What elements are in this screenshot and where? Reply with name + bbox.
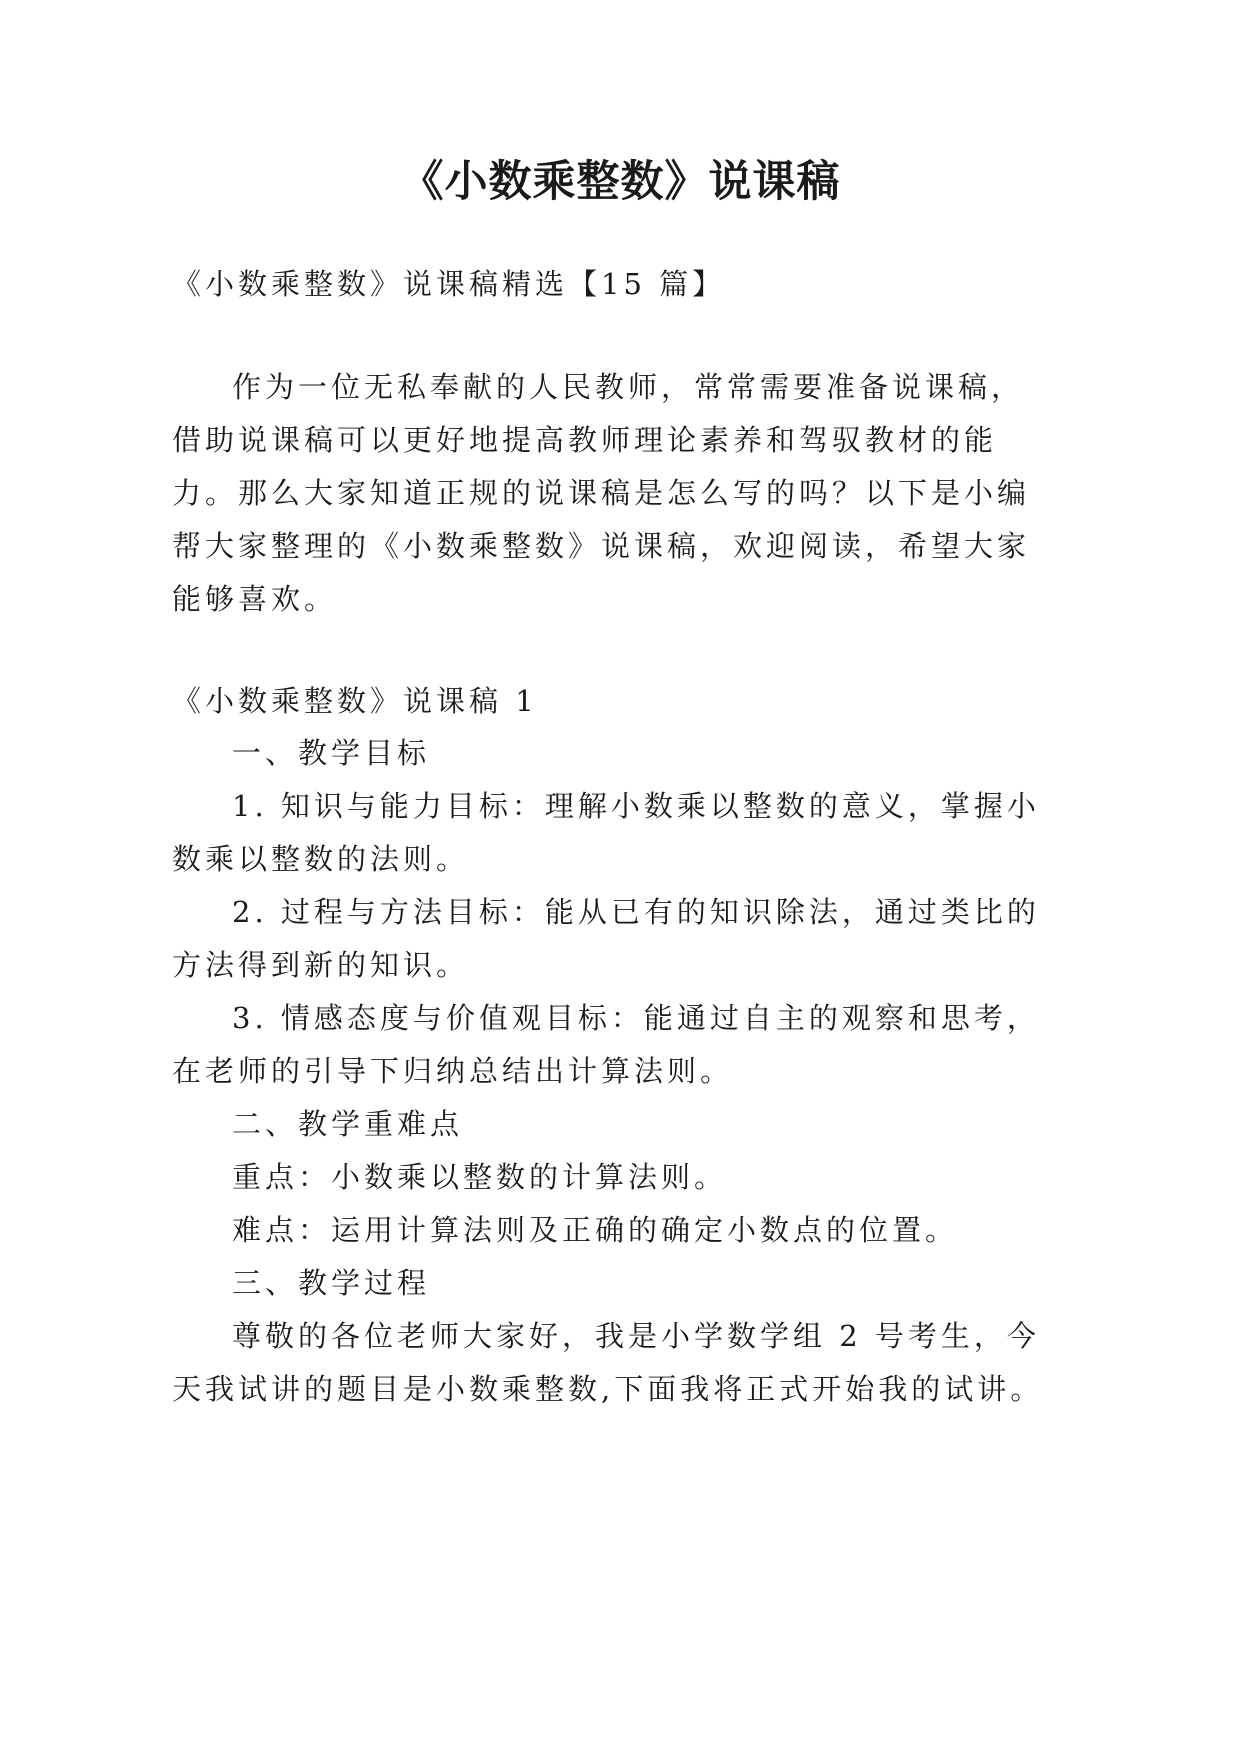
body-line: 尊敬的各位老师大家好，我是小学数学组 2 号考生，今: [232, 1319, 1040, 1353]
body-line: 三、教学过程: [232, 1266, 431, 1300]
body-line: 难点：运用计算法则及正确的确定小数点的位置。: [232, 1213, 959, 1247]
body-line: 重点：小数乘以整数的计算法则。: [232, 1160, 728, 1194]
body-line: 2. 过程与方法目标：能从已有的知识除法，通过类比的: [232, 895, 1040, 929]
intro-line: 能够喜欢。: [172, 582, 338, 616]
body-line: 一、教学目标: [232, 736, 431, 770]
intro-line: 帮大家整理的《小数乘整数》说课稿，欢迎阅读，希望大家: [172, 529, 1031, 563]
intro-line: 力。那么大家知道正规的说课稿是怎么写的吗？以下是小编: [172, 476, 1031, 510]
body-line: 3. 情感态度与价值观目标：能通过自主的观察和思考，: [232, 1001, 1040, 1035]
document-subtitle: 《小数乘整数》说课稿精选【15 篇】: [172, 267, 726, 301]
body-line: 天我试讲的题目是小数乘整数,下面我将正式开始我的试讲。: [172, 1372, 1044, 1406]
intro-line: 作为一位无私奉献的人民教师，常常需要准备说课稿，: [232, 370, 1025, 404]
section-heading: 《小数乘整数》说课稿 1: [172, 684, 538, 718]
body-line: 在老师的引导下归纳总结出计算法则。: [172, 1054, 734, 1088]
body-line: 1. 知识与能力目标：理解小数乘以整数的意义，掌握小: [232, 789, 1040, 823]
body-line: 数乘以整数的法则。: [172, 842, 470, 876]
document-title: 《小数乘整数》说课稿: [400, 157, 841, 207]
body-line: 二、教学重难点: [232, 1107, 464, 1141]
intro-line: 借助说课稿可以更好地提高教师理论素养和驾驭教材的能: [172, 423, 998, 457]
body-line: 方法得到新的知识。: [172, 948, 470, 982]
